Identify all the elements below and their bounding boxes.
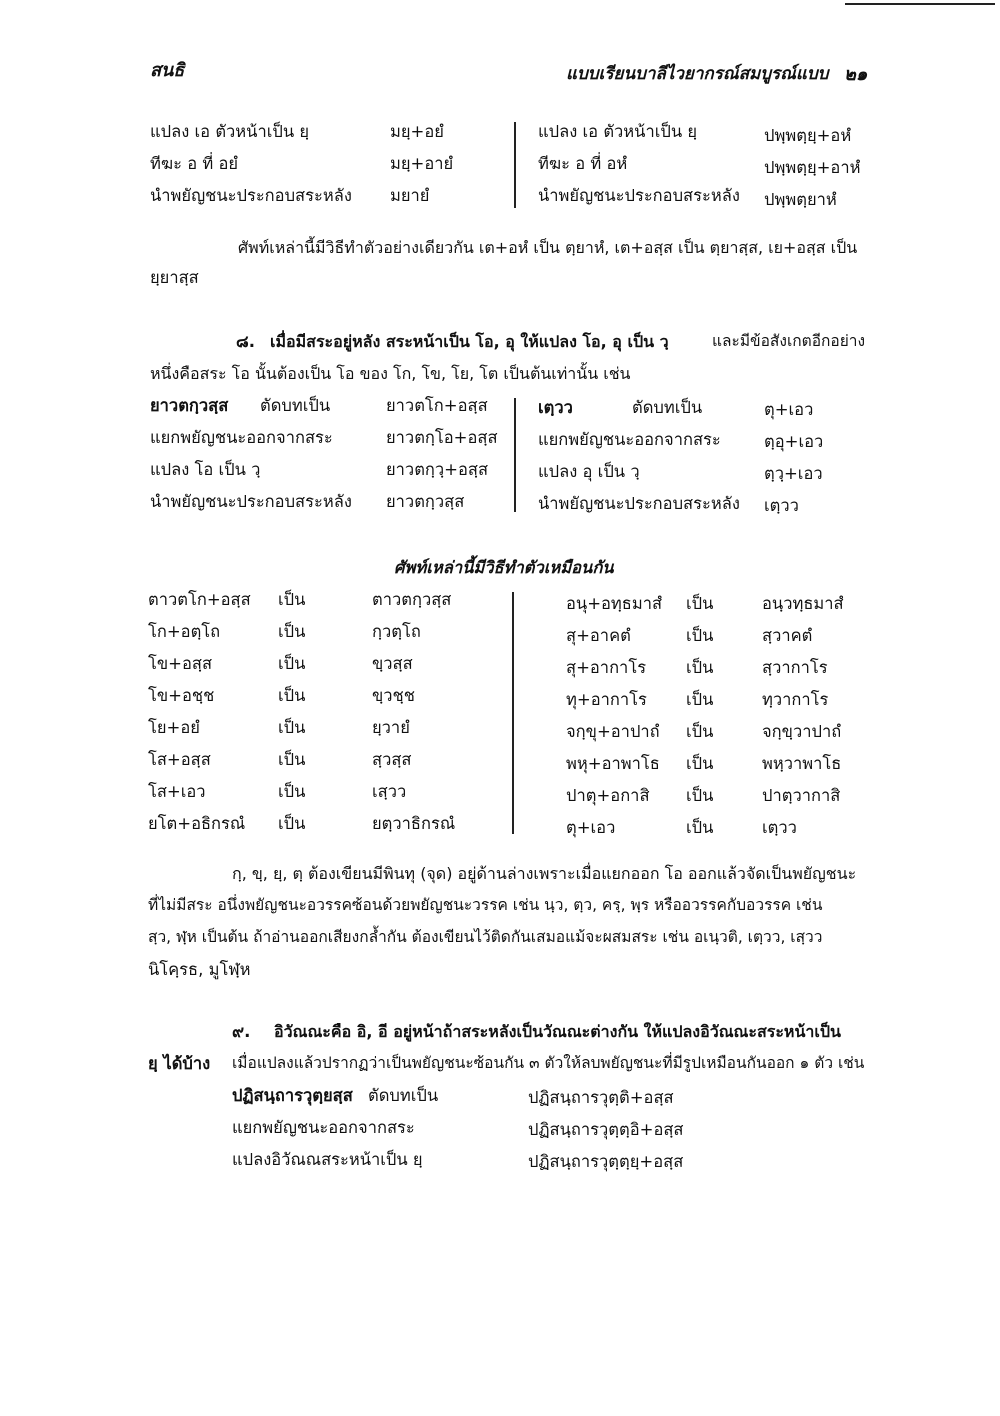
t3-right-be-5: เป็น [686, 722, 714, 741]
t2-right-desc-2: แยกพยัญชนะออกจากสระ [538, 430, 721, 449]
t3-left-be-4: เป็น [278, 686, 306, 705]
s8-number: ๘. [236, 332, 255, 351]
t3-left-res-4: ขฺวชฺช [372, 686, 415, 705]
t2-left-desc-2: แยกพยัญชนะออกจากสระ [150, 428, 333, 447]
t3-right-be-3: เป็น [686, 658, 714, 677]
t4-form-2: ปฏิสนฺถารวุตฺตฺอิ+อสฺส [528, 1120, 684, 1139]
t2-right-desc-3: แปลง อุ เป็น วฺ [538, 462, 640, 481]
t3-left-be-6: เป็น [278, 750, 306, 769]
t2-left-form-2: ยาวตกฺโอ+อสฺส [386, 428, 498, 447]
t2-left-form-1: ยาวตโก+อสฺส [386, 396, 488, 415]
t3-left-be-1: เป็น [278, 590, 306, 609]
t3-right-be-1: เป็น [686, 594, 714, 613]
s9-line2-bold: ยฺ ได้บ้าง [148, 1054, 211, 1073]
t3-left-res-8: ยตฺวาธิกรณํ [372, 814, 456, 833]
t1-left-form-2: มยฺ+อายํ [390, 154, 454, 173]
header-page-number: ๒๑ [844, 64, 868, 85]
t3-right-res-6: พหฺวาพาโธ [762, 754, 842, 773]
header-book-title: แบบเรียนบาลีไวยากรณ์สมบูรณ์แบบ [566, 64, 829, 84]
s8-heading: เมื่อมีสระอยู่หลัง สระหน้าเป็น โอ, อุ ให้แปลง โอ, อุ เป็น วฺ [270, 332, 669, 351]
t4-cut-label: ตัดบทเป็น [368, 1086, 439, 1105]
s8-line2: หนึ่งคือสระ โอ นั้นต้องเป็น โอ ของ โก, โข, โย, โต เป็นต้นเท่านั้น เช่น [150, 364, 631, 383]
t2-left-word: ยาวตกฺวสฺส [150, 396, 229, 415]
t3-right-res-1: อนฺวทฺธมาสํ [762, 594, 844, 613]
top-rule-line [845, 3, 995, 5]
t3-left-be-8: เป็น [278, 814, 306, 833]
t3-right-src-8: ตุ+เอว [566, 818, 616, 837]
t3-left-res-3: ขฺวสฺส [372, 654, 413, 673]
t4-form-3: ปฏิสนฺถารวุตฺตฺยฺ+อสฺส [528, 1152, 684, 1171]
t3-right-be-2: เป็น [686, 626, 714, 645]
t3-right-src-6: พหุ+อาพาโธ [566, 754, 660, 773]
s9-heading: อิวัณณะคือ อิ, อี อยู่หน้าถ้าสระหลังเป็นวัณณะต่างกัน ให้แปลงอิวัณณะสระหน้าเป็น [274, 1022, 841, 1041]
t2-divider [514, 398, 516, 512]
t1-left-form-1: มยฺ+อยํ [390, 122, 444, 141]
t2-right-form-4: เตฺวว [764, 496, 799, 515]
para2-line2: ที่ไม่มีสระ อนึ่งพยัญชนะอวรรคซ้อนด้วยพยัญชนะวรรค เช่น นฺว, ตฺว, ครฺ, พฺร หรืออวรรคกับอวรรค เช่น [148, 896, 823, 914]
para1-line2: ยฺยาสฺส [150, 268, 199, 287]
t1-left-desc-1: แปลง เอ ตัวหน้าเป็น ยฺ [150, 122, 310, 141]
para1-line1: ศัพท์เหล่านี้มีวิธีทำตัวอย่างเดียวกัน เต+อหํ เป็น ตฺยาหํ, เต+อสฺส เป็น ตฺยาสฺส, เย+อสฺส เป็น [238, 238, 858, 257]
t3-right-res-7: ปาตฺวากาสิ [762, 786, 841, 805]
t3-left-res-6: สฺวสฺส [372, 750, 412, 769]
t1-right-desc-3: นำพยัญชนะประกอบสระหลัง [538, 186, 740, 205]
t3-left-src-7: โส+เอว [148, 782, 206, 801]
s9-number: ๙. [232, 1022, 251, 1041]
t1-divider [514, 122, 516, 208]
t3-title: ศัพท์เหล่านี้มีวิธีทำตัวเหมือนกัน [394, 558, 614, 577]
t3-right-be-6: เป็น [686, 754, 714, 773]
t3-left-src-1: ตาวตโก+อสฺส [148, 590, 251, 609]
t3-right-src-3: สุ+อากาโร [566, 658, 647, 677]
s9-line2-rest: เมื่อแปลงแล้วปรากฏว่าเป็นพยัญชนะซ้อนกัน ๓ ตัวให้ลบพยัญชนะที่มีรูปเหมือนกันออก ๑ ตัว เช่น [232, 1054, 865, 1072]
t3-right-src-5: จกฺขุ+อาปาถํ [566, 722, 660, 741]
para2-line4: นิโคฺรธ, มูโฬฺห [148, 960, 251, 979]
t3-right-res-2: สฺวาคตํ [762, 626, 813, 645]
t3-left-res-5: ยฺวายํ [372, 718, 410, 737]
t3-left-src-3: โข+อสฺส [148, 654, 213, 673]
t3-left-res-7: เสฺวว [372, 782, 407, 801]
t3-left-be-3: เป็น [278, 654, 306, 673]
para2-line3: สฺว, ฬฺห เป็นต้น ถ้าอ่านออกเสียงกล้ำกัน ต้องเขียนไว้ติดกันเสมอแม้จะผสมสระ เช่น อเนฺวติ, เตฺวว, เสฺวว [148, 928, 823, 946]
t3-right-src-4: ทุ+อากาโร [566, 690, 647, 709]
t2-right-form-3: ตฺวฺ+เอว [764, 464, 823, 483]
t4-desc-2: แยกพยัญชนะออกจากสระ [232, 1118, 415, 1137]
t3-left-src-5: โย+อยํ [148, 718, 200, 737]
t3-left-src-6: โส+อสฺส [148, 750, 211, 769]
t4-form-1: ปฏิสนฺถารวุตฺติ+อสฺส [528, 1088, 674, 1107]
t3-left-src-2: โก+อตฺโถ [148, 622, 221, 641]
t3-right-res-8: เตฺวว [762, 818, 797, 837]
t3-right-be-7: เป็น [686, 786, 714, 805]
t3-right-be-8: เป็น [686, 818, 714, 837]
t3-right-src-7: ปาตุ+อกาสิ [566, 786, 650, 805]
t2-right-desc-4: นำพยัญชนะประกอบสระหลัง [538, 494, 740, 513]
t3-right-be-4: เป็น [686, 690, 714, 709]
t2-right-word: เตฺวว [538, 398, 573, 417]
t3-right-res-4: ทฺวากาโร [762, 690, 829, 709]
t2-left-desc-4: นำพยัญชนะประกอบสระหลัง [150, 492, 352, 511]
t2-left-desc-3: แปลง โอ เป็น วฺ [150, 460, 261, 479]
t3-left-be-7: เป็น [278, 782, 306, 801]
t2-right-form-1: ตุ+เอว [764, 400, 814, 419]
t3-left-res-2: กฺวตฺโถ [372, 622, 421, 641]
t3-left-src-8: ยโต+อธิกรณํ [148, 814, 246, 833]
t3-left-res-1: ตาวตกฺวสฺส [372, 590, 452, 609]
top-rule [0, 0, 1000, 12]
t3-right-src-2: สุ+อาคตํ [566, 626, 631, 645]
t1-right-form-1: ปพฺพตฺยฺ+อหํ [764, 126, 852, 145]
t2-left-form-3: ยาวตกฺวฺ+อสฺส [386, 460, 489, 479]
t1-left-desc-2: ทีฆะ อ ที่ อยํ [150, 154, 239, 173]
t3-left-be-2: เป็น [278, 622, 306, 641]
t1-left-form-3: มยายํ [390, 186, 430, 205]
t3-right-src-1: อนุ+อทฺธมาสํ [566, 594, 663, 613]
t2-right-form-2: ตฺอุ+เอว [764, 432, 824, 451]
t1-right-form-3: ปพฺพตฺยาหํ [764, 190, 837, 209]
t2-left-cut-label: ตัดบทเป็น [260, 396, 331, 415]
t1-right-desc-1: แปลง เอ ตัวหน้าเป็น ยฺ [538, 122, 698, 141]
t3-divider [512, 592, 514, 834]
t2-left-form-4: ยาวตกฺวสฺส [386, 492, 465, 511]
t1-right-desc-2: ทีฆะ อ ที่ อหํ [538, 154, 628, 173]
t3-right-res-3: สฺวากาโร [762, 658, 828, 677]
t1-right-form-2: ปพฺพตฺยฺ+อาหํ [764, 158, 861, 177]
t3-left-be-5: เป็น [278, 718, 306, 737]
t3-right-res-5: จกฺขฺวาปาถํ [762, 722, 842, 741]
para2-line1: กฺ, ขฺ, ยฺ, ตฺ ต้องเขียนมีพินทุ (จุด) อยู่ด้านล่างเพราะเมื่อแยกออก โอ ออกแล้วจัดเป็นพยัญชนะ [232, 864, 857, 883]
t4-desc-3: แปลงอิวัณณสระหน้าเป็น ยฺ [232, 1150, 423, 1169]
header-section-title: สนธิ [150, 60, 185, 81]
t3-left-src-4: โข+อชฺช [148, 686, 215, 705]
t1-left-desc-3: นำพยัญชนะประกอบสระหลัง [150, 186, 352, 205]
t4-word: ปฏิสนฺถารวุตฺยสฺส [232, 1086, 353, 1105]
s8-heading-tail: และมีข้อสังเกตอีกอย่าง [712, 332, 866, 350]
t2-right-cut-label: ตัดบทเป็น [632, 398, 703, 417]
